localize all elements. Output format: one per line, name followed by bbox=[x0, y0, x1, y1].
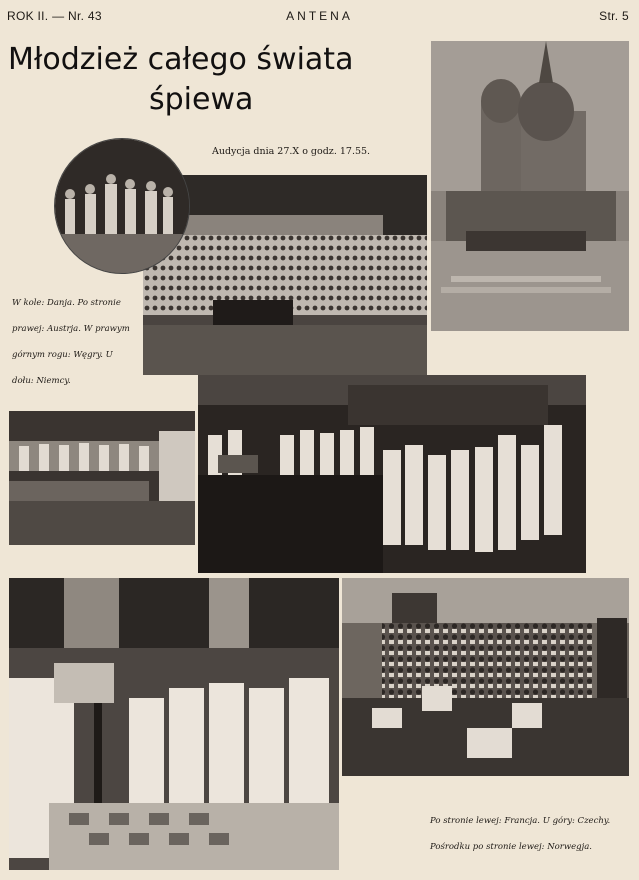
photo-germany-left bbox=[9, 411, 195, 545]
caption-upper: W kole: Danja. Po stronie prawej: Austrja. W prawym górnym rogu: Węgry. U dołu: Niemcy. bbox=[12, 298, 130, 386]
photo-denmark bbox=[54, 138, 190, 274]
photo-france bbox=[9, 578, 339, 870]
photo-germany-choir bbox=[198, 375, 586, 573]
header-magazine-name: ANTENA bbox=[286, 9, 353, 23]
header-page-number: Str. 5 bbox=[599, 9, 629, 23]
article-title bbox=[8, 40, 428, 120]
caption-lower-line1: Po stronie lewej: Francja. U góry: Czechy. bbox=[430, 816, 611, 826]
photo-czech bbox=[342, 578, 629, 776]
caption-lower-line2: Pośrodku po stronie lewej: Norwegja. bbox=[430, 842, 592, 852]
broadcast-info: Audycja dnia 27.X o godz. 17.55. bbox=[212, 146, 371, 157]
article-title-line1: Młodzież całego świata bbox=[8, 42, 354, 77]
header-issue: ROK II. — Nr. 43 bbox=[7, 9, 102, 23]
article-title-line2: śpiewa bbox=[149, 82, 254, 117]
caption-lower bbox=[430, 808, 636, 860]
photo-hungary bbox=[431, 41, 629, 331]
